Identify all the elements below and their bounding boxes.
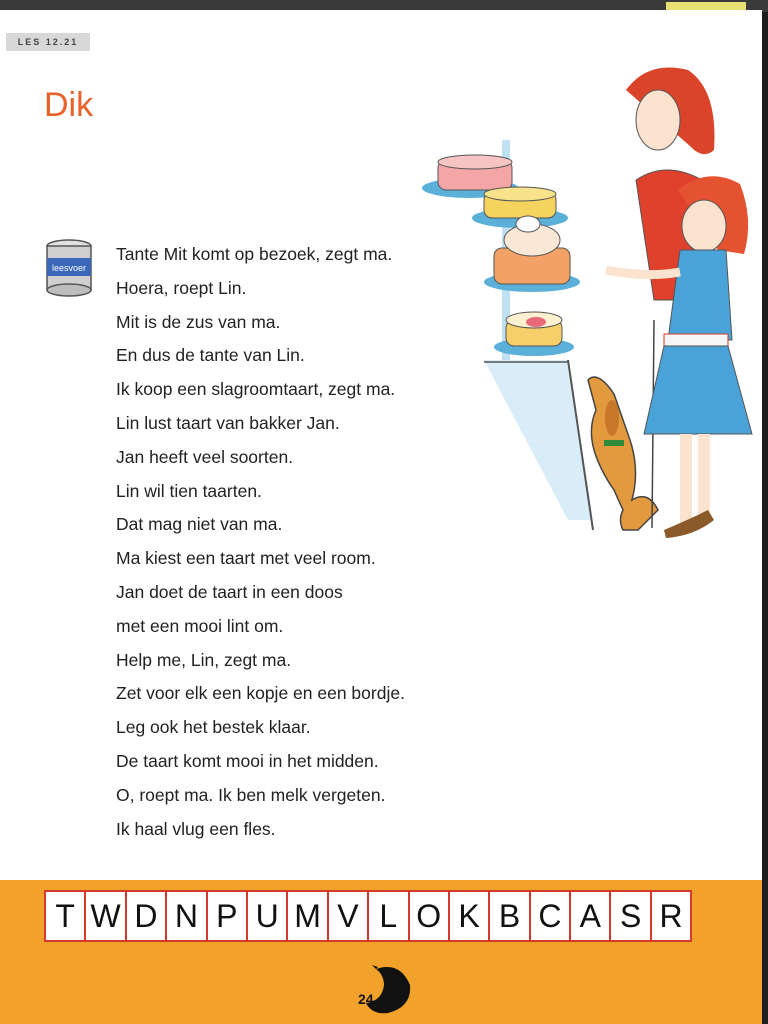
can-label: leesvoer [51,263,87,273]
page-edge [762,12,768,1024]
story-line: En dus de tante van Lin. [116,345,305,366]
letter-cell: W [84,892,124,940]
letter-cell: C [529,892,569,940]
story-line: Lin lust taart van bakker Jan. [116,412,340,433]
book-page [0,10,762,1024]
page-number-badge [354,963,414,1015]
story-line: Dat mag niet van ma. [116,514,283,535]
story-text [116,238,405,846]
letter-cell: P [206,892,246,940]
letter-cell: R [650,892,690,940]
letter-row [44,890,692,942]
letter-cell: L [367,892,407,940]
footer-band [0,880,762,1024]
story-line: Ma kiest een taart met veel room. [116,548,376,569]
can-icon [44,238,94,298]
letter-cell: O [408,892,448,940]
moon-icon [354,963,414,1015]
story-line: Ik koop een slagroomtaart, zegt ma. [116,379,396,400]
dog [588,377,658,530]
story-line: Help me, Lin, zegt ma. [116,649,292,670]
letter-cell: M [286,892,326,940]
letter-cell: N [165,892,205,940]
letter-cell: D [125,892,165,940]
story-line: Mit is de zus van ma. [116,311,281,332]
letter-cell: B [488,892,528,940]
story-line: Leg ook het bestek klaar. [116,717,311,738]
story-line: Jan heeft veel soorten. [116,446,294,467]
letter-cell: A [569,892,609,940]
page-title: Dik [44,86,94,124]
letter-cell: T [55,898,75,934]
story-line: De taart komt mooi in het midden. [116,750,379,771]
lesson-badge: LES 12.21 [6,33,90,51]
story-line: Lin wil tien taarten. [116,480,262,501]
story-line: Zet voor elk een kopje en een bordje. [116,683,405,704]
story-line: met een mooi lint om. [116,615,284,636]
story-line: Ik haal vlug een fles. [116,818,276,839]
story-line: Jan doet de taart in een doos [116,581,343,602]
illustration [418,50,758,550]
letter-cell: U [246,892,286,940]
letter-cell: S [609,892,649,940]
letter-cell: V [327,892,367,940]
letter-cell: K [448,892,488,940]
story-line: Hoera, roept Lin. [116,277,247,298]
story-line: Tante Mit komt op bezoek, zegt ma. [116,244,393,264]
story-line: O, roept ma. Ik ben melk vergeten. [116,784,386,805]
page-number: 24 [358,991,374,1007]
